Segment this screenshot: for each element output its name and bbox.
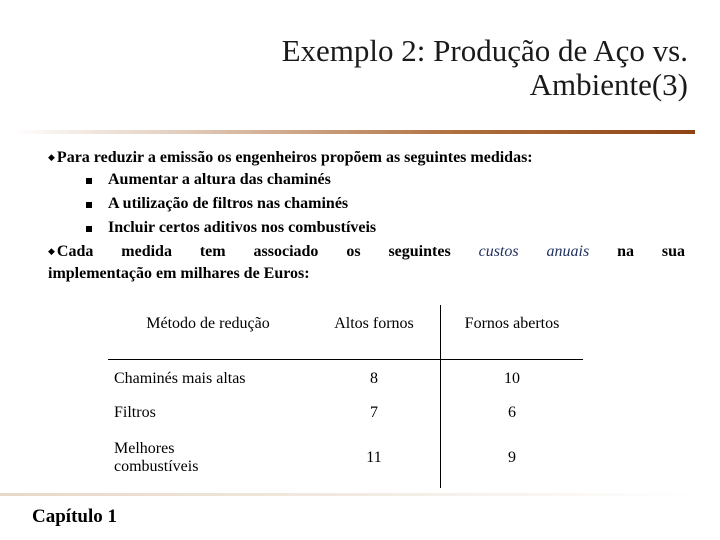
cell-value: 7 xyxy=(308,398,441,428)
cell-value: 10 xyxy=(504,370,520,387)
row-label xyxy=(108,428,308,488)
main-bullet-2-text: Cada medida tem associado os seguintes xyxy=(56,243,451,260)
sub-bullet-1 xyxy=(48,168,685,192)
row-label: Chaminés mais altas xyxy=(114,370,246,387)
main-bullet-1-text: Para reduzir a emissão os engenheiros propõem as seguintes medidas: xyxy=(56,149,533,166)
table-row xyxy=(108,360,583,399)
chapter-footer: Capítulo 1 xyxy=(32,506,117,527)
row-label-line1: Melhores xyxy=(114,440,175,457)
square-bullet-icon xyxy=(86,226,92,232)
slide-title-line2: Ambiente(3) xyxy=(529,67,688,102)
cell-value: 8 xyxy=(308,360,441,399)
slide-title xyxy=(88,34,688,102)
diamond-bullet-icon: ◆ xyxy=(48,152,55,162)
table-row xyxy=(108,398,583,428)
annual-costs-emphasis: custos anuais xyxy=(478,243,590,260)
square-bullet-icon xyxy=(86,178,92,184)
table-row xyxy=(108,428,583,488)
main-bullet-2-line2: implementação em milhares de Euros: xyxy=(48,265,310,282)
diamond-bullet-icon: ◆ xyxy=(48,246,55,256)
cell-value: 9 xyxy=(508,449,516,466)
sub-bullet-3-text: Incluir certos aditivos nos combustíveis xyxy=(108,219,377,236)
header-method: Método de redução xyxy=(108,305,308,360)
slide-body xyxy=(48,146,685,285)
table-header-row xyxy=(108,305,583,360)
title-divider xyxy=(10,130,695,134)
cost-table xyxy=(108,305,583,488)
sub-bullet-2-text: A utilização de filtros nas chaminés xyxy=(108,195,349,212)
main-bullet-2 xyxy=(48,240,685,263)
header-open-hearth: Fornos abertos xyxy=(441,305,584,360)
sub-bullet-1-text: Aumentar a altura das chaminés xyxy=(108,171,331,188)
cell-value: 6 xyxy=(508,404,516,421)
main-bullet-2-tail: na sua xyxy=(617,243,686,260)
row-label-line2: combustíveis xyxy=(114,458,199,475)
slide-title-line1: Exemplo 2: Produção de Aço vs. xyxy=(281,33,688,68)
row-label: Filtros xyxy=(114,404,156,421)
sub-bullet-2 xyxy=(48,192,685,216)
main-bullet-1 xyxy=(48,146,685,168)
header-blast-furnaces: Altos fornos xyxy=(308,305,441,360)
sub-bullet-3 xyxy=(48,216,685,240)
cell-value: 11 xyxy=(308,428,441,488)
footer-divider xyxy=(0,493,695,496)
square-bullet-icon xyxy=(86,202,92,208)
